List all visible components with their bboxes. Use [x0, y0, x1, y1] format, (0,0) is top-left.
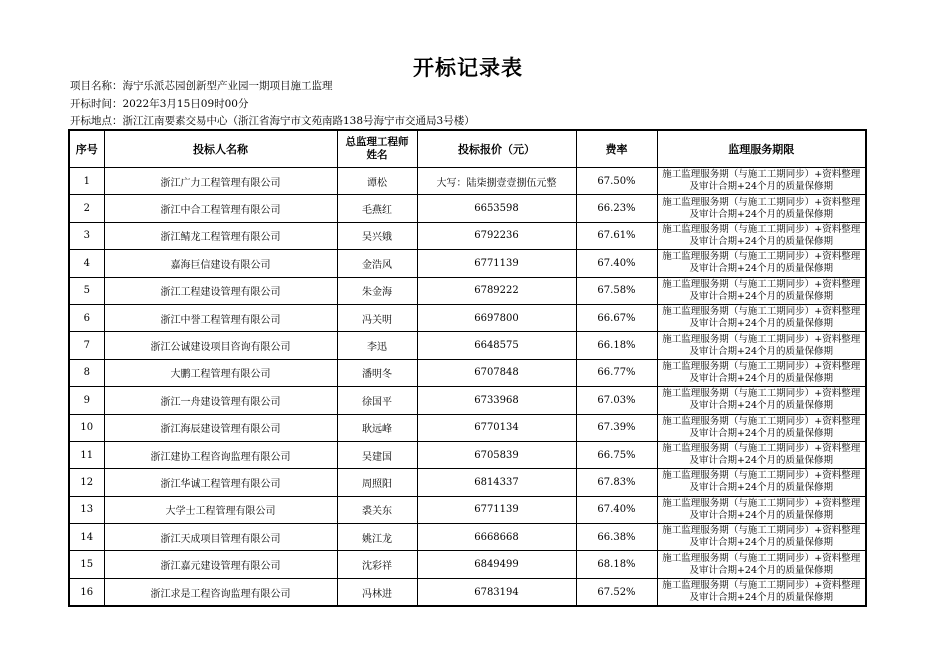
- row-engineer: 朱金海: [337, 277, 417, 304]
- row-seq: 1: [69, 168, 104, 195]
- row-period: 施工监理服务期（与施工工期同步）+资料整理及审计合期+24个月的质量保修期: [657, 551, 866, 578]
- table-row: [69, 496, 866, 523]
- row-price: 6707848: [417, 359, 576, 386]
- row-bidder: 浙江中誉工程管理有限公司: [104, 304, 337, 331]
- row-period: 施工监理服务期（与施工工期同步）+资料整理及审计合期+24个月的质量保修期: [657, 195, 866, 222]
- row-bidder: 浙江求是工程咨询监理有限公司: [104, 578, 337, 606]
- table-row: [69, 551, 866, 578]
- row-bidder: 浙江海辰建设管理有限公司: [104, 414, 337, 441]
- document-title: 开标记录表: [413, 56, 523, 80]
- table-row: [69, 441, 866, 468]
- row-period: 施工监理服务期（与施工工期同步）+资料整理及审计合期+24个月的质量保修期: [657, 277, 866, 304]
- row-period: 施工监理服务期（与施工工期同步）+资料整理及审计合期+24个月的质量保修期: [657, 250, 866, 277]
- row-period: 施工监理服务期（与施工工期同步）+资料整理及审计合期+24个月的质量保修期: [657, 168, 866, 195]
- table-row: [69, 304, 866, 331]
- header-period: 监理服务期限: [657, 130, 866, 168]
- row-engineer: 徐国平: [337, 387, 417, 414]
- row-seq: 8: [69, 359, 104, 386]
- row-price: 6697800: [417, 304, 576, 331]
- row-period: 施工监理服务期（与施工工期同步）+资料整理及审计合期+24个月的质量保修期: [657, 469, 866, 496]
- row-period: 施工监理服务期（与施工工期同步）+资料整理及审计合期+24个月的质量保修期: [657, 524, 866, 551]
- row-period: 施工监理服务期（与施工工期同步）+资料整理及审计合期+24个月的质量保修期: [657, 387, 866, 414]
- row-bidder: 大鹏工程管理有限公司: [104, 359, 337, 386]
- row-engineer: 金浩风: [337, 250, 417, 277]
- row-price: 6814337: [417, 469, 576, 496]
- bid-opening-time: 开标时间：2022年3月15日09时00分: [70, 98, 249, 110]
- row-rate: 67.40%: [576, 496, 657, 523]
- row-seq: 5: [69, 277, 104, 304]
- row-price: 6668668: [417, 524, 576, 551]
- row-bidder: 嘉海巨信建设有限公司: [104, 250, 337, 277]
- row-rate: 66.38%: [576, 524, 657, 551]
- row-seq: 3: [69, 222, 104, 249]
- row-period: 施工监理服务期（与施工工期同步）+资料整理及审计合期+24个月的质量保修期: [657, 222, 866, 249]
- row-bidder: 浙江建协工程咨询监理有限公司: [104, 441, 337, 468]
- row-engineer: 冯林进: [337, 578, 417, 606]
- table-row: [69, 250, 866, 277]
- table-row: [69, 277, 866, 304]
- row-engineer: 耿远峰: [337, 414, 417, 441]
- row-seq: 9: [69, 387, 104, 414]
- row-engineer: 吴兴娥: [337, 222, 417, 249]
- row-rate: 66.77%: [576, 359, 657, 386]
- row-rate: 66.18%: [576, 332, 657, 359]
- table-row: [69, 359, 866, 386]
- bid-opening-location: 开标地点：浙江江南要素交易中心（浙江省海宁市文苑南路138号海宁市交通局3号楼）: [70, 115, 475, 127]
- table-row: [69, 578, 866, 606]
- row-rate: 67.52%: [576, 578, 657, 606]
- row-engineer: 裘关东: [337, 496, 417, 523]
- row-seq: 10: [69, 414, 104, 441]
- row-period: 施工监理服务期（与施工工期同步）+资料整理及审计合期+24个月的质量保修期: [657, 304, 866, 331]
- row-period: 施工监理服务期（与施工工期同步）+资料整理及审计合期+24个月的质量保修期: [657, 441, 866, 468]
- row-price: 6648575: [417, 332, 576, 359]
- row-price: 6733968: [417, 387, 576, 414]
- table-row: [69, 414, 866, 441]
- row-engineer: 李迅: [337, 332, 417, 359]
- row-price: 6849499: [417, 551, 576, 578]
- row-rate: 67.03%: [576, 387, 657, 414]
- table-row: [69, 195, 866, 222]
- row-bidder: 浙江天成项目管理有限公司: [104, 524, 337, 551]
- row-period: 施工监理服务期（与施工工期同步）+资料整理及审计合期+24个月的质量保修期: [657, 496, 866, 523]
- header-seq: 序号: [69, 130, 104, 168]
- row-seq: 2: [69, 195, 104, 222]
- row-engineer: 潘明冬: [337, 359, 417, 386]
- row-bidder: 浙江一舟建设管理有限公司: [104, 387, 337, 414]
- table-row: [69, 222, 866, 249]
- row-engineer: 沈彩祥: [337, 551, 417, 578]
- row-rate: 67.61%: [576, 222, 657, 249]
- header-price: 投标报价（元）: [417, 130, 576, 168]
- row-rate: 67.58%: [576, 277, 657, 304]
- row-rate: 67.39%: [576, 414, 657, 441]
- row-seq: 13: [69, 496, 104, 523]
- header-engineer-line1: 总监理工程师: [345, 136, 409, 148]
- row-seq: 16: [69, 578, 104, 606]
- row-rate: 66.67%: [576, 304, 657, 331]
- row-bidder: 浙江鲭龙工程管理有限公司: [104, 222, 337, 249]
- row-seq: 12: [69, 469, 104, 496]
- row-seq: 11: [69, 441, 104, 468]
- row-bidder: 浙江工程建设管理有限公司: [104, 277, 337, 304]
- row-engineer: 谭松: [337, 168, 417, 195]
- row-seq: 14: [69, 524, 104, 551]
- row-bidder: 浙江广力工程管理有限公司: [104, 168, 337, 195]
- row-price: 6705839: [417, 441, 576, 468]
- row-bidder: 浙江嘉元建设管理有限公司: [104, 551, 337, 578]
- row-price: 6771139: [417, 496, 576, 523]
- header-engineer: [337, 130, 417, 168]
- header-rate: 费率: [576, 130, 657, 168]
- row-bidder: 浙江公诚建设项目咨询有限公司: [104, 332, 337, 359]
- row-engineer: 冯关明: [337, 304, 417, 331]
- row-rate: 66.23%: [576, 195, 657, 222]
- row-rate: 68.18%: [576, 551, 657, 578]
- row-engineer: 毛燕红: [337, 195, 417, 222]
- bid-record-table: [68, 129, 867, 607]
- row-rate: 67.83%: [576, 469, 657, 496]
- table-row: [69, 387, 866, 414]
- row-seq: 15: [69, 551, 104, 578]
- row-price: 6792236: [417, 222, 576, 249]
- table-row: [69, 469, 866, 496]
- row-price: 6653598: [417, 195, 576, 222]
- table-row: [69, 332, 866, 359]
- row-engineer: 周照阳: [337, 469, 417, 496]
- row-rate: 67.50%: [576, 168, 657, 195]
- row-engineer: 吴建国: [337, 441, 417, 468]
- row-bidder: 浙江中合工程管理有限公司: [104, 195, 337, 222]
- project-name: 项目名称：海宁乐派芯园创新型产业园一期项目施工监理: [70, 80, 333, 92]
- row-period: 施工监理服务期（与施工工期同步）+资料整理及审计合期+24个月的质量保修期: [657, 578, 866, 606]
- row-seq: 7: [69, 332, 104, 359]
- table-row: [69, 524, 866, 551]
- row-bidder: 大学士工程管理有限公司: [104, 496, 337, 523]
- row-period: 施工监理服务期（与施工工期同步）+资料整理及审计合期+24个月的质量保修期: [657, 359, 866, 386]
- row-period: 施工监理服务期（与施工工期同步）+资料整理及审计合期+24个月的质量保修期: [657, 332, 866, 359]
- row-period: 施工监理服务期（与施工工期同步）+资料整理及审计合期+24个月的质量保修期: [657, 414, 866, 441]
- row-seq: 4: [69, 250, 104, 277]
- row-price: 6771139: [417, 250, 576, 277]
- row-price: 6783194: [417, 578, 576, 606]
- row-price: 大写：陆柒捌壹壹捌伍元整: [417, 168, 576, 195]
- table-header-row: [69, 130, 866, 168]
- row-price: 6770134: [417, 414, 576, 441]
- table-row: [69, 168, 866, 195]
- row-rate: 66.75%: [576, 441, 657, 468]
- row-seq: 6: [69, 304, 104, 331]
- row-bidder: 浙江华诚工程管理有限公司: [104, 469, 337, 496]
- header-bidder: 投标人名称: [104, 130, 337, 168]
- row-price: 6789222: [417, 277, 576, 304]
- header-engineer-line2: 姓名: [366, 149, 388, 161]
- row-rate: 67.40%: [576, 250, 657, 277]
- row-engineer: 姚江龙: [337, 524, 417, 551]
